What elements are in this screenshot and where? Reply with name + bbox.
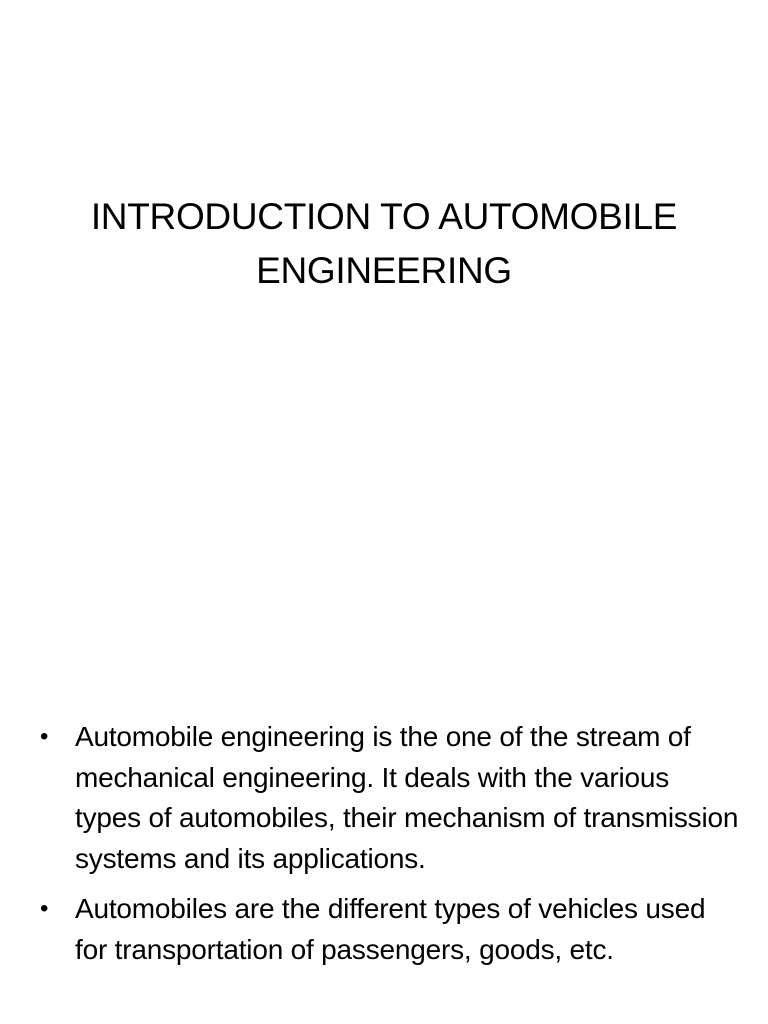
bullet-dot-icon: •: [40, 895, 49, 922]
bullet-text: Automobiles are the different types of vehicles used for transportation of passengers, goods, etc.: [75, 893, 706, 965]
bullet-item: [40, 717, 740, 879]
bullet-text: Automobile engineering is the one of the stream of mechanical engineering. It deals with the various types of automobiles, their mechanism of transmission systems and its applications.: [75, 721, 739, 874]
bullet-list: [40, 717, 740, 980]
bullet-dot-icon: •: [40, 723, 49, 750]
bullet-item: [40, 889, 740, 970]
title-line-2: ENGINEERING: [256, 250, 512, 291]
slide-title: [30, 190, 738, 298]
title-line-1: INTRODUCTION TO AUTOMOBILE: [90, 196, 678, 237]
